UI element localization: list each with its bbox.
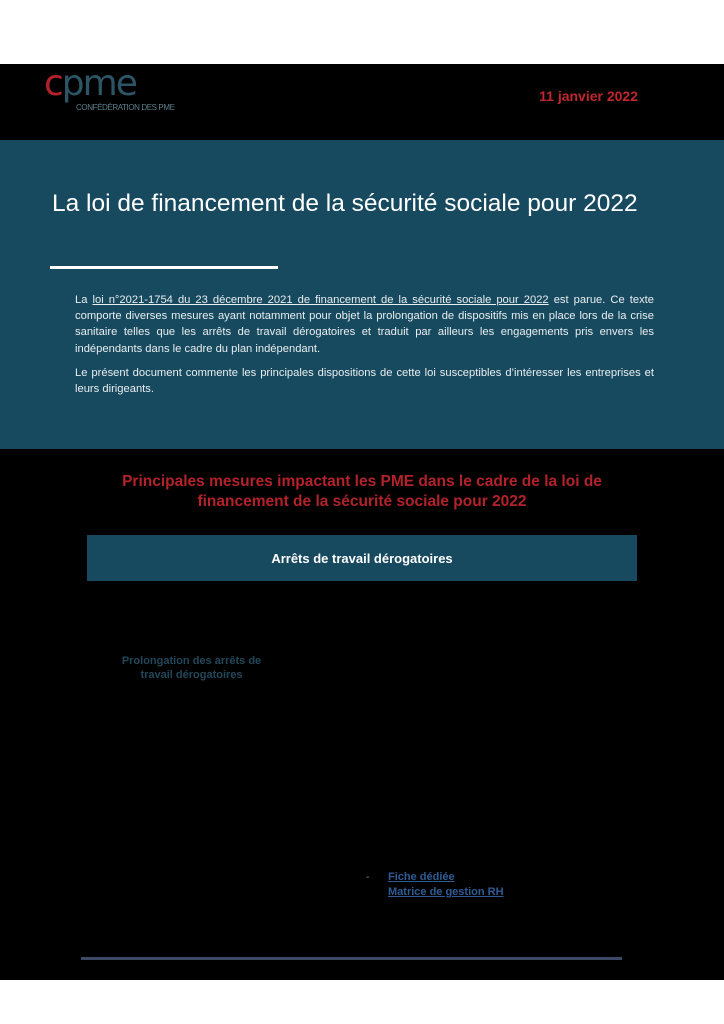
title-underline bbox=[50, 266, 278, 269]
row-label-line1: Prolongation des arrêts de bbox=[121, 655, 262, 667]
intro-text bbox=[75, 292, 654, 405]
measure-row-label bbox=[104, 654, 279, 682]
measures-heading-line1: Principales mesures impactant les PME dans le cadre de la loi de bbox=[122, 473, 602, 490]
logo-subtitle: CONFÉDÉRATION DES PME bbox=[76, 103, 175, 112]
matrice-gestion-rh-link[interactable]: Matrice de gestion RH bbox=[388, 886, 504, 898]
list-bullet: - bbox=[366, 872, 370, 883]
bottom-divider bbox=[81, 957, 622, 960]
measure-category-bar bbox=[87, 535, 637, 581]
intro-paragraph-2: Le présent document commente les principales dispositions de cette loi susceptibles d’intéresser les entreprises et leurs dirigeants. bbox=[75, 366, 654, 396]
intro-p1-prefix: La bbox=[75, 294, 93, 306]
intro-paragraph-1 bbox=[75, 292, 654, 357]
measures-heading bbox=[80, 472, 644, 512]
measure-category-label: Arrêts de travail dérogatoires bbox=[271, 550, 453, 566]
law-link[interactable]: loi n°2021-1754 du 23 décembre 2021 de financement de la sécurité sociale pour 2022 bbox=[92, 294, 549, 306]
document-date: 11 janvier 2022 bbox=[539, 88, 638, 104]
measures-heading-line2: financement de la sécurité sociale pour 2022 bbox=[197, 493, 527, 510]
row-label-line2: travail dérogatoires bbox=[140, 669, 243, 681]
logo-mark: cpme bbox=[44, 63, 136, 104]
intro-p1-suffix: est parue. Ce texte comporte diverses mesures ayant notamment pour objet la prolongation de dispositifs mis en place lors de la crise sanitaire telles que les arrêts de travail dérogatoires et traduit par ailleurs les engagements pris envers les indépendants dans le cadre du plan indépendant. bbox=[75, 294, 654, 355]
cpme-logo bbox=[44, 63, 204, 116]
fiche-dediee-link[interactable]: Fiche dédiée bbox=[388, 871, 455, 883]
page-title: La loi de financement de la sécurité sociale pour 2022 bbox=[52, 190, 638, 217]
